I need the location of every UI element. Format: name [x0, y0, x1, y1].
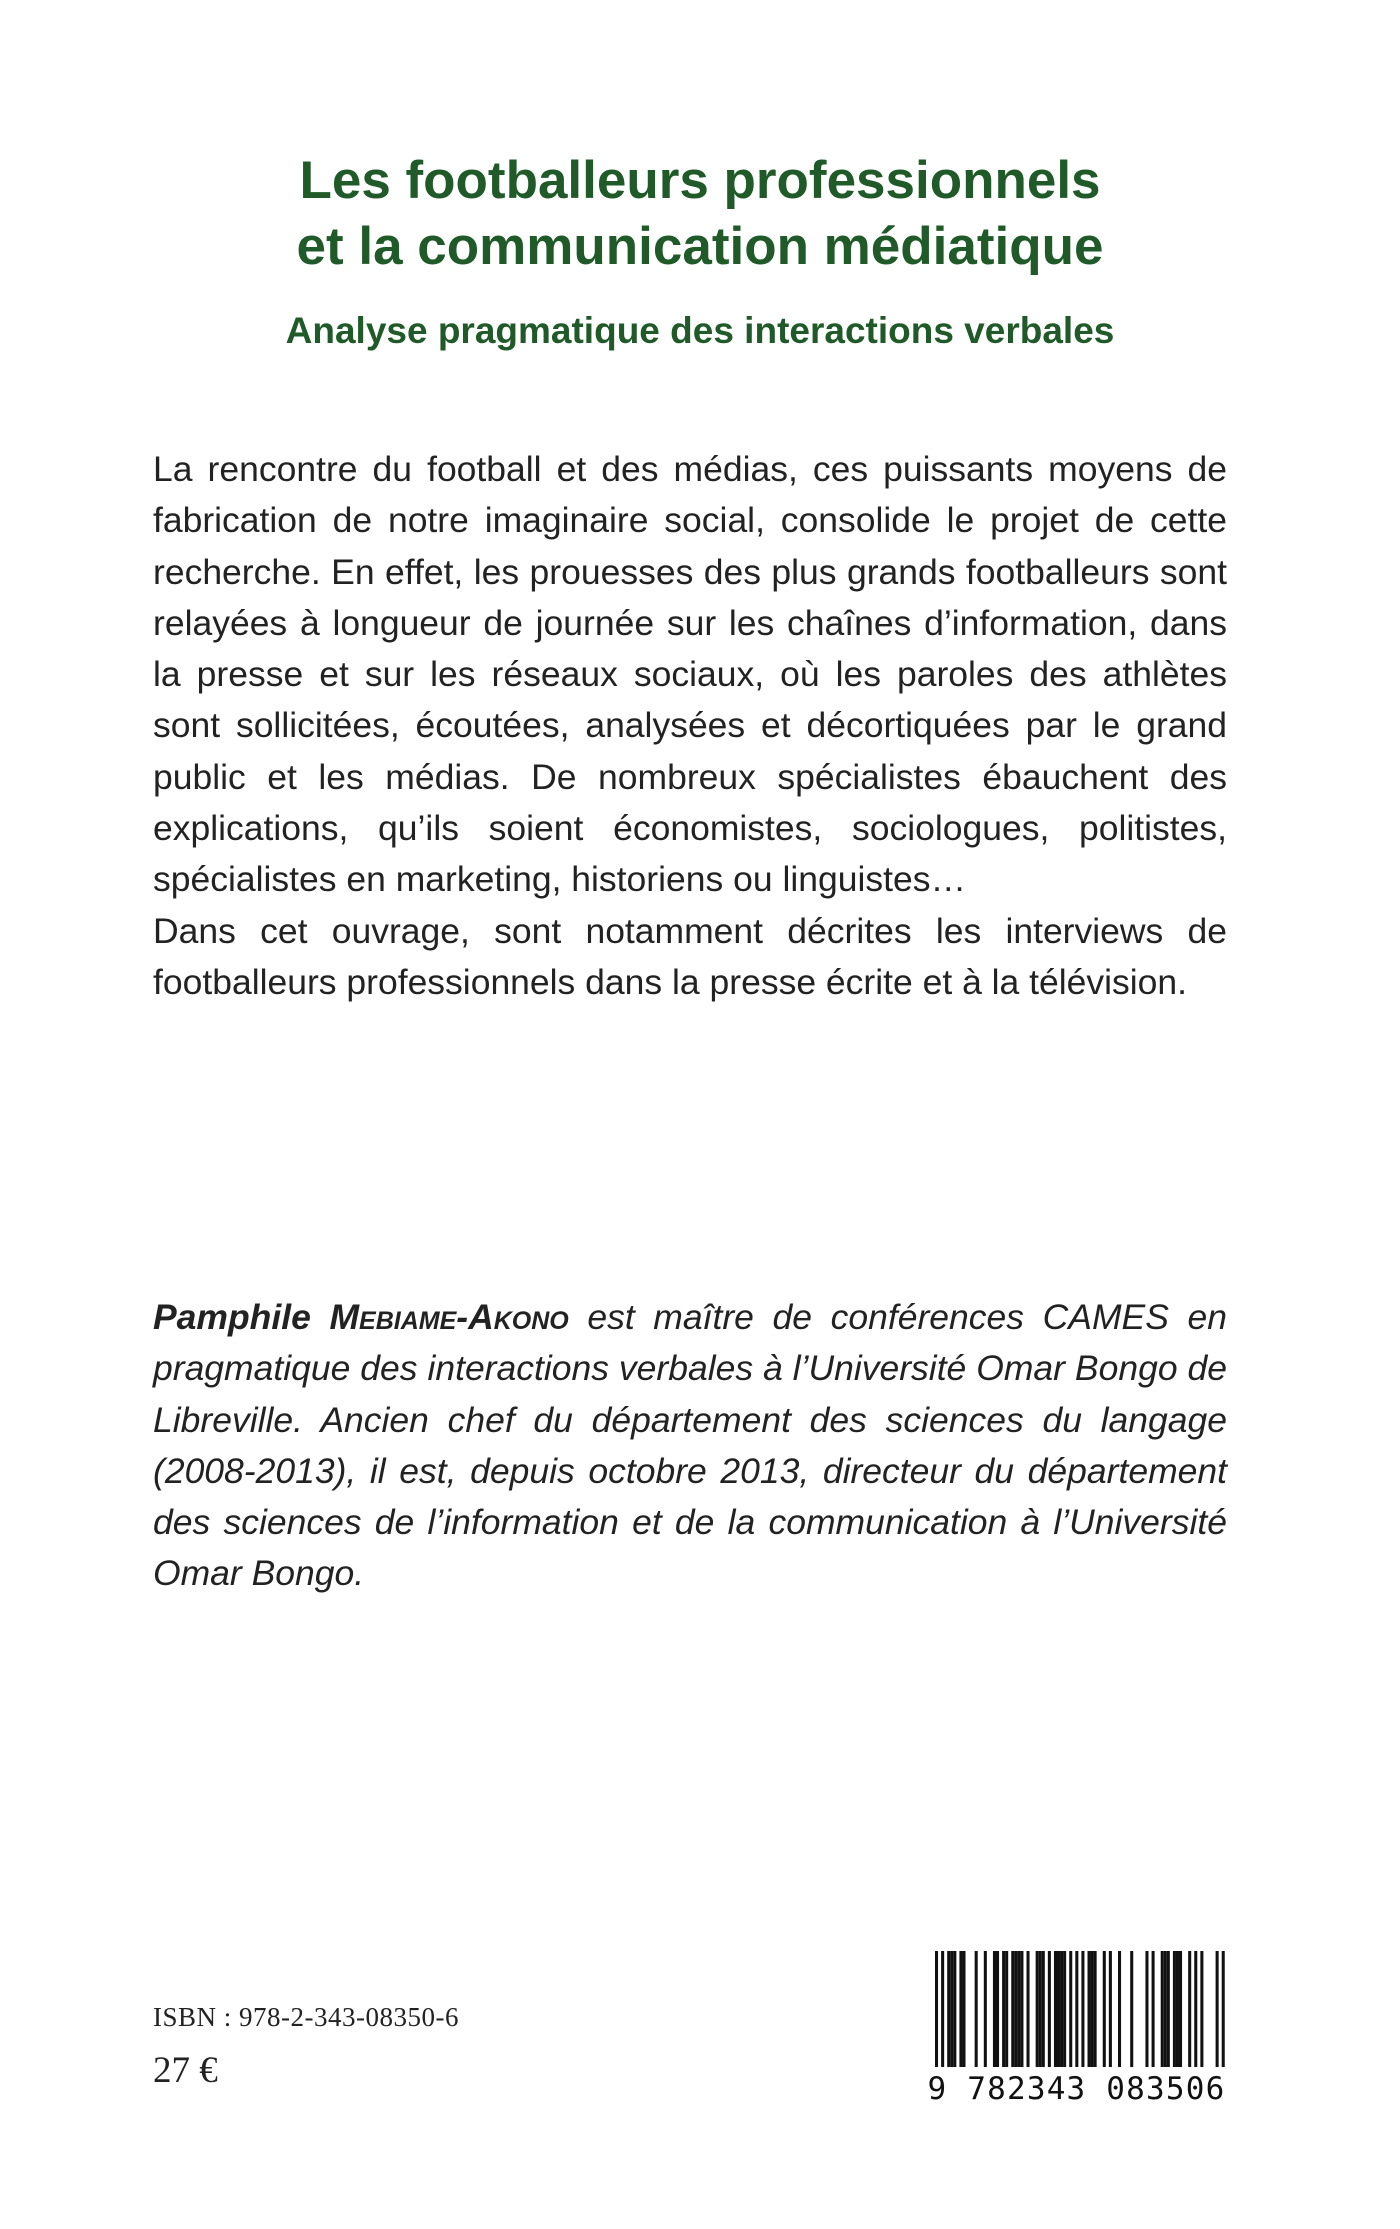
author-first-name: Pamphile	[153, 1297, 311, 1337]
barcode-bar	[1039, 1951, 1042, 2067]
barcode-bar	[1036, 1951, 1039, 2067]
barcode-bar	[975, 1951, 978, 2067]
barcode-bar	[996, 1951, 999, 2067]
barcode-bar	[1005, 1951, 1008, 2067]
barcode-bar	[1042, 1951, 1045, 2067]
barcode-bar	[1222, 1951, 1225, 2077]
author-surname: Mebiame-Akono	[329, 1297, 569, 1337]
summary-paragraph-2: Dans cet ouvrage, sont notamment décrites les interviews de footballeurs professionnels dans la presse écrite et à la télévision.	[153, 910, 1227, 1002]
barcode-bar	[1179, 1951, 1182, 2067]
barcode-bar	[1130, 1951, 1133, 2067]
barcode-bars	[913, 1947, 1240, 2077]
book-title-line-1: Les footballeurs professionnels	[299, 151, 1101, 210]
barcode-bar	[1176, 1951, 1179, 2067]
barcode-bar	[1109, 1951, 1112, 2067]
barcode-bar	[1216, 1951, 1219, 2077]
isbn: ISBN : 978-2-343-08350-6	[153, 2002, 459, 2032]
barcode-bar	[1152, 1951, 1155, 2067]
barcode-bar	[1118, 1951, 1121, 2067]
author-bio-text: est maître de conférences CAMES en pragmatique des interactions verbales à l’Université Omar Bongo de Libreville. Ancien chef du département des sciences du langage (2008-2013), il est, depuis octobre 2013, directeur du département des sciences de l’information et de la communication à l’Université Omar Bongo.	[153, 1297, 1227, 1594]
barcode-bar	[1164, 1951, 1167, 2067]
book-subtitle: Analyse pragmatique des interactions verbales	[285, 310, 1115, 351]
barcode-bar	[935, 1951, 938, 2077]
barcode-bar	[1060, 1951, 1063, 2067]
barcode-bar	[1173, 1951, 1176, 2067]
barcode	[913, 1947, 1240, 2122]
author-bio	[153, 1292, 1227, 1600]
barcode-bar	[1161, 1951, 1164, 2067]
barcode-bar	[1011, 1951, 1014, 2067]
barcode-bar	[1017, 1951, 1020, 2067]
barcode-bar	[959, 1951, 962, 2067]
barcode-bar	[1188, 1951, 1191, 2067]
barcode-bar	[1145, 1951, 1148, 2067]
book-summary	[153, 444, 1227, 1008]
barcode-bar	[1094, 1951, 1097, 2067]
barcode-bar	[953, 1951, 956, 2067]
barcode-bar	[993, 1951, 996, 2067]
barcode-bar	[1103, 1951, 1106, 2067]
barcode-bar	[1057, 1951, 1060, 2067]
summary-paragraph-1: La rencontre du football et des médias, ces puissants moyens de fabrication de notre imaginaire social, consolide le projet de cette recherche. En effet, les prouesses des plus grands footballeurs sont relayées à longueur de journée sur les chaînes d’information, dans la presse et sur les réseaux sociaux, où les paroles des athlètes sont sollicitées, écoutées, analysées et décortiquées par le grand public et les médias. De nombreux spécialistes ébauchent des explications, qu’ils soient économistes, sociologues, politistes, spécialistes en marketing, historiens ou linguistes…	[153, 449, 1227, 900]
barcode-bar	[1027, 1951, 1030, 2067]
barcode-bar	[1075, 1951, 1078, 2077]
price: 27 €	[153, 2050, 218, 2091]
barcode-bar	[1002, 1951, 1005, 2067]
barcode-bar	[1088, 1951, 1091, 2067]
barcode-bar	[1020, 1951, 1023, 2067]
barcode-bar	[1167, 1951, 1170, 2067]
barcode-bar	[962, 1951, 965, 2067]
barcode-bar	[950, 1951, 953, 2067]
barcode-bar	[1063, 1951, 1066, 2067]
book-title-line-2: et la communication médiatique	[296, 217, 1104, 276]
barcode-bar	[941, 1951, 944, 2077]
title-block	[0, 148, 1400, 356]
barcode-bar	[947, 1951, 950, 2067]
barcode-bar	[1054, 1951, 1057, 2067]
barcode-bar	[1091, 1951, 1094, 2067]
barcode-bar	[1048, 1951, 1051, 2067]
barcode-bar	[1081, 1951, 1084, 2077]
barcode-digits: 9 782343 083506	[913, 2067, 1240, 2111]
barcode-bar	[984, 1951, 987, 2067]
barcode-bar	[1069, 1951, 1072, 2067]
barcode-bar	[1194, 1951, 1197, 2067]
barcode-bar	[1200, 1951, 1203, 2067]
barcode-bar	[1014, 1951, 1017, 2067]
